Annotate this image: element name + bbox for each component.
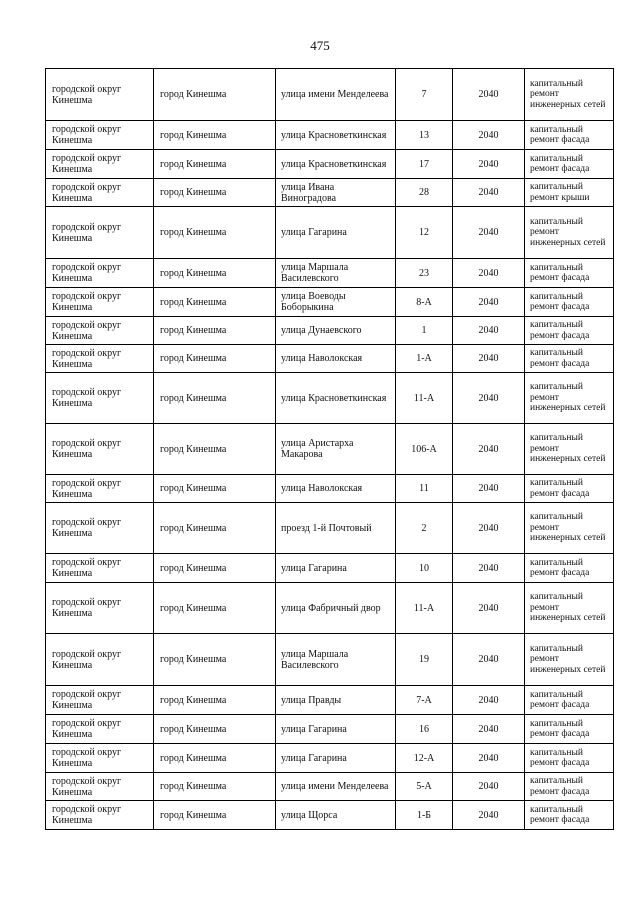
house-cell: 1-А xyxy=(396,345,453,373)
repair-schedule-table xyxy=(45,68,614,830)
table-row xyxy=(46,583,614,634)
city-cell: город Кинешма xyxy=(154,715,276,744)
street-cell: улица Щорса xyxy=(276,801,396,830)
year-cell: 2040 xyxy=(453,69,525,121)
district-cell: городской округ Кинешма xyxy=(46,503,154,554)
house-cell: 11-А xyxy=(396,373,453,424)
house-cell: 16 xyxy=(396,715,453,744)
street-cell: улица Наволокская xyxy=(276,345,396,373)
street-cell: улица Красноветкинская xyxy=(276,150,396,179)
house-cell: 2 xyxy=(396,503,453,554)
year-cell: 2040 xyxy=(453,554,525,583)
year-cell: 2040 xyxy=(453,773,525,801)
city-cell: город Кинешма xyxy=(154,373,276,424)
table-row xyxy=(46,317,614,345)
work-type-cell: капитальный ремонт крыши xyxy=(525,179,614,207)
street-cell: улица имени Менделеева xyxy=(276,69,396,121)
city-cell: город Кинешма xyxy=(154,207,276,259)
district-cell: городской округ Кинешма xyxy=(46,554,154,583)
street-cell: улица Ивана Виноградова xyxy=(276,179,396,207)
city-cell: город Кинешма xyxy=(154,121,276,150)
house-cell: 8-А xyxy=(396,288,453,317)
table-row xyxy=(46,288,614,317)
street-cell: улица Маршала Василевского xyxy=(276,259,396,288)
district-cell: городской округ Кинешма xyxy=(46,686,154,715)
house-cell: 12-А xyxy=(396,744,453,773)
work-type-cell: капитальный ремонт инженерных сетей xyxy=(525,373,614,424)
year-cell: 2040 xyxy=(453,179,525,207)
street-cell: улица Гагарина xyxy=(276,554,396,583)
street-cell: улица Гагарина xyxy=(276,207,396,259)
house-cell: 13 xyxy=(396,121,453,150)
street-cell: улица Аристарха Макарова xyxy=(276,424,396,475)
city-cell: город Кинешма xyxy=(154,634,276,686)
year-cell: 2040 xyxy=(453,715,525,744)
table-row xyxy=(46,634,614,686)
year-cell: 2040 xyxy=(453,150,525,179)
table-row xyxy=(46,773,614,801)
district-cell: городской округ Кинешма xyxy=(46,69,154,121)
table-row xyxy=(46,150,614,179)
street-cell: улица Фабричный двор xyxy=(276,583,396,634)
year-cell: 2040 xyxy=(453,317,525,345)
street-cell: улица Красноветкинская xyxy=(276,121,396,150)
district-cell: городской округ Кинешма xyxy=(46,715,154,744)
city-cell: город Кинешма xyxy=(154,317,276,345)
district-cell: городской округ Кинешма xyxy=(46,744,154,773)
house-cell: 11 xyxy=(396,475,453,503)
city-cell: город Кинешма xyxy=(154,150,276,179)
work-type-cell: капитальный ремонт фасада xyxy=(525,686,614,715)
year-cell: 2040 xyxy=(453,259,525,288)
work-type-cell: капитальный ремонт инженерных сетей xyxy=(525,424,614,475)
district-cell: городской округ Кинешма xyxy=(46,288,154,317)
table-row xyxy=(46,801,614,830)
year-cell: 2040 xyxy=(453,424,525,475)
work-type-cell: капитальный ремонт фасада xyxy=(525,345,614,373)
street-cell: улица Красноветкинская xyxy=(276,373,396,424)
district-cell: городской округ Кинешма xyxy=(46,317,154,345)
work-type-cell: капитальный ремонт фасада xyxy=(525,801,614,830)
house-cell: 11-А xyxy=(396,583,453,634)
city-cell: город Кинешма xyxy=(154,583,276,634)
city-cell: город Кинешма xyxy=(154,424,276,475)
year-cell: 2040 xyxy=(453,121,525,150)
year-cell: 2040 xyxy=(453,475,525,503)
city-cell: город Кинешма xyxy=(154,475,276,503)
year-cell: 2040 xyxy=(453,583,525,634)
work-type-cell: капитальный ремонт фасада xyxy=(525,150,614,179)
city-cell: город Кинешма xyxy=(154,288,276,317)
district-cell: городской округ Кинешма xyxy=(46,583,154,634)
house-cell: 5-А xyxy=(396,773,453,801)
street-cell: улица имени Менделеева xyxy=(276,773,396,801)
year-cell: 2040 xyxy=(453,345,525,373)
table-row xyxy=(46,179,614,207)
table-row xyxy=(46,715,614,744)
district-cell: городской округ Кинешма xyxy=(46,179,154,207)
city-cell: город Кинешма xyxy=(154,259,276,288)
work-type-cell: капитальный ремонт фасада xyxy=(525,715,614,744)
work-type-cell: капитальный ремонт инженерных сетей xyxy=(525,207,614,259)
district-cell: городской округ Кинешма xyxy=(46,345,154,373)
city-cell: город Кинешма xyxy=(154,503,276,554)
house-cell: 1 xyxy=(396,317,453,345)
year-cell: 2040 xyxy=(453,207,525,259)
house-cell: 1-Б xyxy=(396,801,453,830)
city-cell: город Кинешма xyxy=(154,801,276,830)
year-cell: 2040 xyxy=(453,634,525,686)
city-cell: город Кинешма xyxy=(154,69,276,121)
house-cell: 19 xyxy=(396,634,453,686)
house-cell: 23 xyxy=(396,259,453,288)
district-cell: городской округ Кинешма xyxy=(46,801,154,830)
district-cell: городской округ Кинешма xyxy=(46,634,154,686)
table-row xyxy=(46,554,614,583)
year-cell: 2040 xyxy=(453,373,525,424)
year-cell: 2040 xyxy=(453,288,525,317)
table-row xyxy=(46,69,614,121)
table-row xyxy=(46,424,614,475)
work-type-cell: капитальный ремонт инженерных сетей xyxy=(525,69,614,121)
street-cell: улица Гагарина xyxy=(276,744,396,773)
work-type-cell: капитальный ремонт инженерных сетей xyxy=(525,503,614,554)
house-cell: 10 xyxy=(396,554,453,583)
house-cell: 7 xyxy=(396,69,453,121)
work-type-cell: капитальный ремонт фасада xyxy=(525,773,614,801)
district-cell: городской округ Кинешма xyxy=(46,207,154,259)
work-type-cell: капитальный ремонт фасада xyxy=(525,554,614,583)
district-cell: городской округ Кинешма xyxy=(46,259,154,288)
city-cell: город Кинешма xyxy=(154,554,276,583)
city-cell: город Кинешма xyxy=(154,179,276,207)
house-cell: 12 xyxy=(396,207,453,259)
district-cell: городской округ Кинешма xyxy=(46,424,154,475)
house-cell: 106-А xyxy=(396,424,453,475)
house-cell: 7-А xyxy=(396,686,453,715)
district-cell: городской округ Кинешма xyxy=(46,121,154,150)
year-cell: 2040 xyxy=(453,744,525,773)
table-row xyxy=(46,503,614,554)
city-cell: город Кинешма xyxy=(154,345,276,373)
year-cell: 2040 xyxy=(453,686,525,715)
table-row xyxy=(46,345,614,373)
street-cell: улица Правды xyxy=(276,686,396,715)
district-cell: городской округ Кинешма xyxy=(46,475,154,503)
city-cell: город Кинешма xyxy=(154,744,276,773)
street-cell: улица Наволокская xyxy=(276,475,396,503)
street-cell: улица Маршала Василевского xyxy=(276,634,396,686)
table-row xyxy=(46,259,614,288)
district-cell: городской округ Кинешма xyxy=(46,773,154,801)
table-row xyxy=(46,475,614,503)
work-type-cell: капитальный ремонт фасада xyxy=(525,288,614,317)
work-type-cell: капитальный ремонт инженерных сетей xyxy=(525,634,614,686)
work-type-cell: капитальный ремонт фасада xyxy=(525,744,614,773)
work-type-cell: капитальный ремонт фасада xyxy=(525,121,614,150)
street-cell: улица Воеводы Боборыкина xyxy=(276,288,396,317)
page-number: 475 xyxy=(310,38,330,53)
street-cell: улица Гагарина xyxy=(276,715,396,744)
city-cell: город Кинешма xyxy=(154,686,276,715)
house-cell: 28 xyxy=(396,179,453,207)
table-row xyxy=(46,207,614,259)
year-cell: 2040 xyxy=(453,801,525,830)
work-type-cell: капитальный ремонт фасада xyxy=(525,259,614,288)
district-cell: городской округ Кинешма xyxy=(46,150,154,179)
street-cell: улица Дунаевского xyxy=(276,317,396,345)
table-row xyxy=(46,373,614,424)
house-cell: 17 xyxy=(396,150,453,179)
table-row xyxy=(46,744,614,773)
table-row xyxy=(46,121,614,150)
work-type-cell: капитальный ремонт фасада xyxy=(525,317,614,345)
work-type-cell: капитальный ремонт фасада xyxy=(525,475,614,503)
year-cell: 2040 xyxy=(453,503,525,554)
city-cell: город Кинешма xyxy=(154,773,276,801)
district-cell: городской округ Кинешма xyxy=(46,373,154,424)
street-cell: проезд 1-й Почтовый xyxy=(276,503,396,554)
work-type-cell: капитальный ремонт инженерных сетей xyxy=(525,583,614,634)
table-row xyxy=(46,686,614,715)
